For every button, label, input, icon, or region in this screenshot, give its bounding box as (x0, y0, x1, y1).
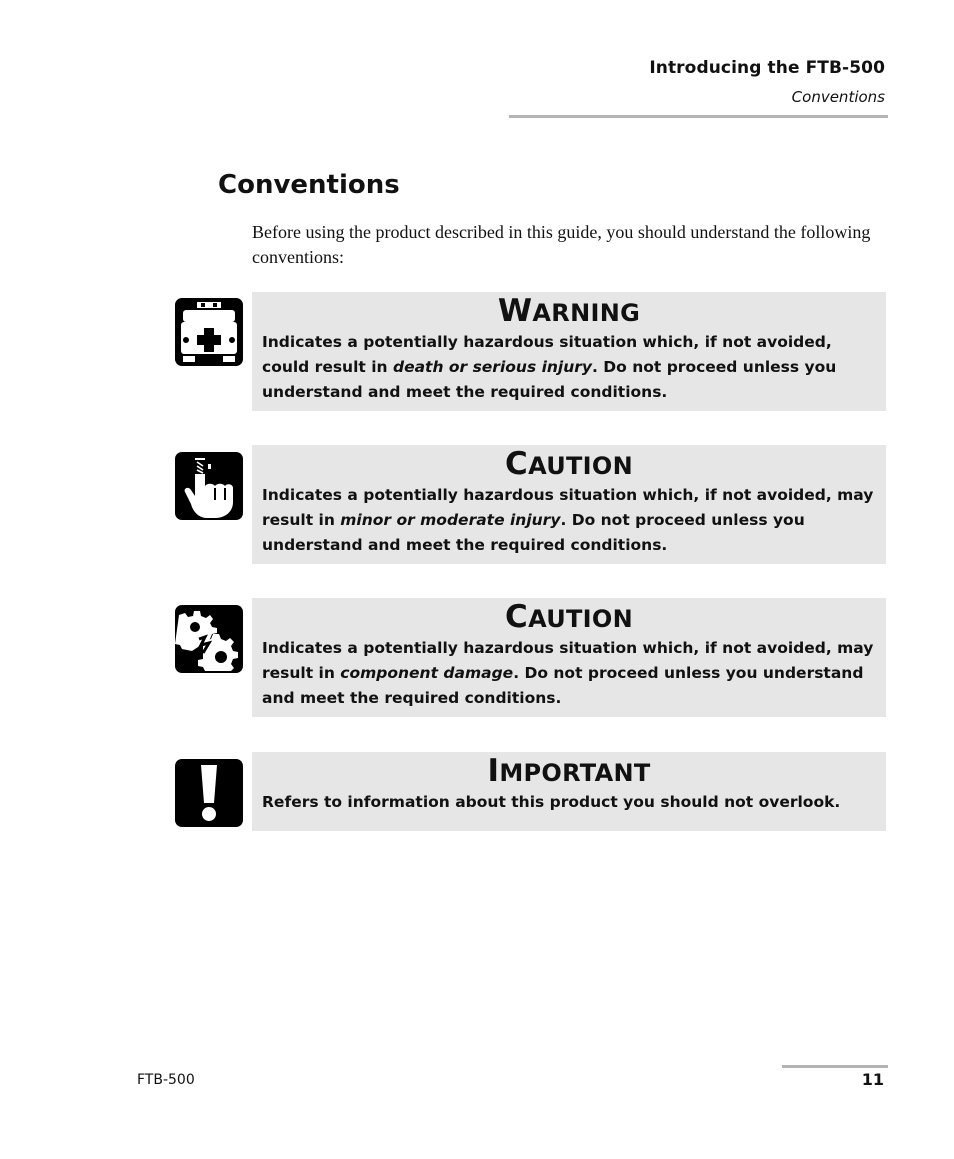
footer-model: FTB-500 (137, 1072, 195, 1088)
caution-damage-text: Indicates a potentially hazardous situation which, if not avoided, may result in component damage. Do not proceed unless you understand and meet the required conditions. (262, 639, 874, 707)
caution-injury-text: Indicates a potentially hazardous situation which, if not avoided, may result in minor or moderate injury. Do not proceed unless you understand and meet the required conditions. (262, 486, 874, 554)
important-box (252, 752, 886, 831)
bandaged-finger-icon (175, 452, 243, 520)
caution-injury-title: CAUTION (505, 446, 633, 482)
page-number: 11 (861, 1070, 884, 1089)
page-title: Conventions (218, 170, 400, 200)
header-divider (509, 115, 888, 118)
exclamation-icon (175, 759, 243, 827)
broken-gear-icon (175, 605, 243, 673)
intro-paragraph: Before using the product described in this guide, you should understand the following conventions: (252, 222, 871, 267)
caution-injury-box (252, 445, 886, 564)
warning-title: WARNING (497, 293, 641, 329)
warning-box (252, 292, 886, 411)
ambulance-icon (175, 298, 243, 366)
footer-divider (782, 1065, 888, 1068)
caution-damage-title: CAUTION (505, 599, 633, 635)
header-chapter-title: Introducing the FTB-500 (649, 58, 885, 78)
important-text: Refers to information about this product you should not overlook. (262, 793, 841, 811)
caution-damage-box (252, 598, 886, 717)
header-section-title: Conventions (791, 88, 885, 106)
important-title: IMPORTANT (487, 753, 651, 789)
warning-text: Indicates a potentially hazardous situation which, if not avoided, could result in death or serious injury. Do not proceed unless you understand and meet the required conditions. (262, 333, 837, 401)
